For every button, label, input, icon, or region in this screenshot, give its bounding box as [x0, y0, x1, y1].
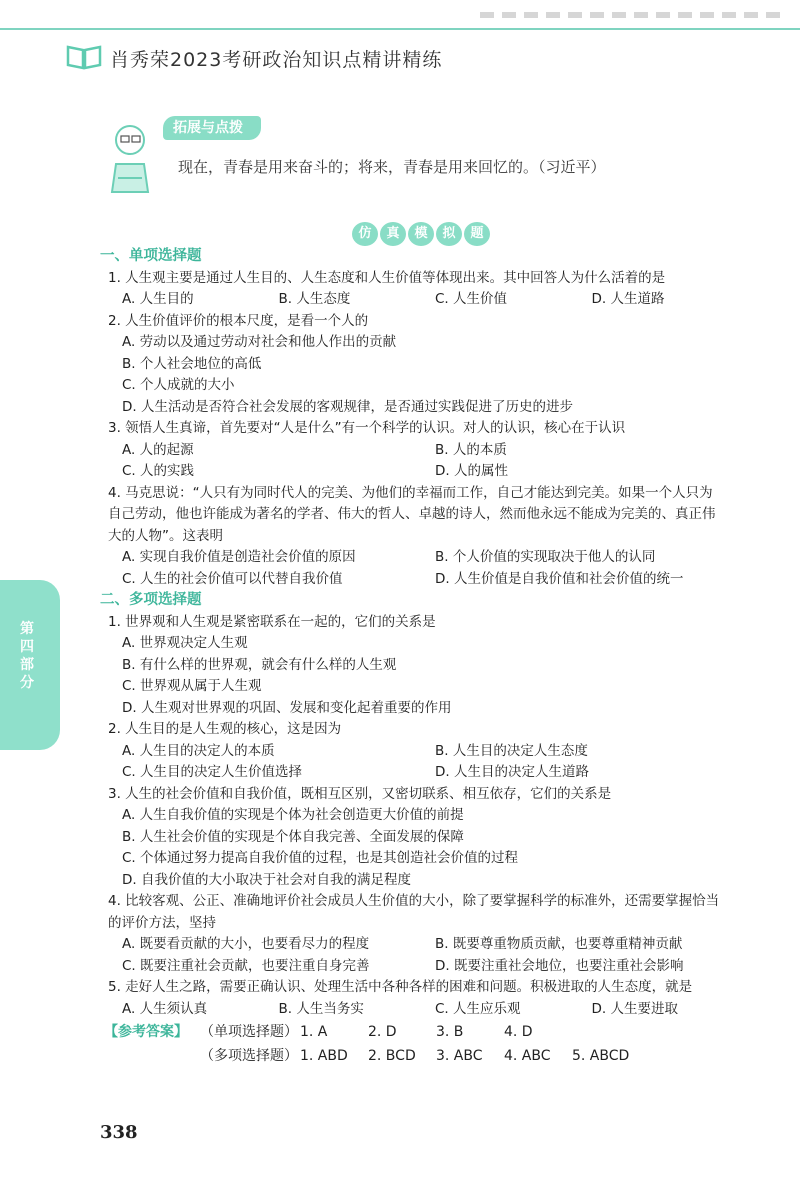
option: A. 实现自我价值是创造社会价值的原因	[122, 549, 356, 565]
quiz-badge-char: 仿	[352, 222, 378, 246]
answer-item: 1. ABD	[300, 1048, 348, 1064]
option: C. 人生价值	[435, 291, 508, 307]
option: D. 人的属性	[435, 463, 508, 479]
quiz-badge-char: 模	[408, 222, 434, 246]
question-stem: 2. 人生目的是人生观的核心，这是因为	[108, 721, 342, 737]
option: C. 个人成就的大小	[122, 377, 235, 393]
question-stem: 3. 人生的社会价值和自我价值，既相互区别，又密切联系、相互依存，它们的关系是	[108, 785, 612, 802]
option-row	[108, 289, 748, 311]
option: B. 既要尊重物质贡献，也要尊重精神贡献	[435, 936, 683, 952]
option-row	[108, 999, 748, 1021]
option: C. 个体通过努力提高自我价值的过程，也是其创造社会价值的过程	[122, 850, 519, 866]
option: D. 自我价值的大小取决于社会对自我的满足程度	[122, 871, 411, 888]
option: D. 既要注重社会地位，也要注重社会影响	[435, 957, 684, 974]
question-stem-line: 的评价方法，坚持	[108, 914, 216, 931]
option: A. 人生目的	[122, 291, 194, 307]
side-tab-label: 第四部分	[20, 621, 34, 691]
question-stem: 4. 比较客观、公正、准确地评价社会成员人生价值的大小，除了要掌握科学的标准外，还需要掌握恰当	[108, 893, 720, 909]
question-stem: 1. 人生观主要是通过人生目的、人生态度和人生价值等体现出来。其中回答人为什么活着的是	[108, 269, 666, 286]
extension-tag: 拓展与点拨	[163, 116, 261, 140]
option-row	[108, 569, 748, 591]
question-stem-line: 自己劳动，他也许能成为著名的学者、伟大的哲人、卓越的诗人，然而他永远不能成为完美的、真正伟	[108, 506, 716, 522]
answer-item: 2. BCD	[368, 1048, 416, 1064]
quiz-badge-char: 真	[380, 222, 406, 246]
single-choice-heading: 一、单项选择题	[100, 248, 202, 264]
option: A. 人生自我价值的实现是个体为社会创造更大价值的前提	[122, 807, 464, 823]
question-stem: 3. 领悟人生真谛，首先要对“人是什么”有一个科学的认识。对人的认识，核心在于认识	[108, 420, 626, 436]
person-illustration-icon	[104, 120, 160, 194]
multi-choice-heading: 二、多项选择题	[100, 592, 202, 608]
quote-text: 现在，青春是用来奋斗的；将来，青春是用来回忆的。（习近平）	[178, 158, 606, 176]
answer-item: 5. ABCD	[572, 1048, 630, 1064]
answer-key-label: 【参考答案】	[104, 1024, 188, 1040]
quiz-badge	[352, 222, 490, 246]
option: C. 人生目的决定人生价值选择	[122, 764, 303, 780]
option: B. 人生态度	[278, 291, 351, 307]
quiz-badge-char: 题	[464, 222, 490, 246]
option: B. 人生当务实	[278, 1000, 364, 1017]
question-list	[100, 246, 748, 1020]
option: C. 人生的社会价值可以代替自我价值	[122, 570, 343, 587]
answer-type-label: （多项选择题）	[200, 1048, 298, 1064]
option: C. 人的实践	[122, 463, 195, 479]
option: B. 个人价值的实现取决于他人的认同	[435, 549, 656, 565]
option-row	[108, 440, 748, 462]
option: D. 人生要进取	[591, 1000, 678, 1017]
option-row	[108, 547, 748, 569]
option: B. 人的本质	[435, 441, 507, 458]
answer-key	[104, 1020, 640, 1068]
option: D. 人生活动是否符合社会发展的客观规律，是否通过实践促进了历史的进步	[122, 398, 573, 415]
answer-type-label: （单项选择题）	[200, 1024, 298, 1040]
option: C. 既要注重社会贡献，也要注重自身完善	[122, 957, 370, 974]
answer-item: 2. D	[368, 1024, 397, 1040]
book-icon	[66, 44, 102, 70]
option: A. 劳动以及通过劳动对社会和他人作出的贡献	[122, 334, 397, 350]
page-number: 338	[100, 1122, 138, 1143]
option: D. 人生目的决定人生道路	[435, 764, 589, 780]
option: C. 人生应乐观	[435, 1000, 521, 1017]
header-title: 肖秀荣2023考研政治知识点精讲精练	[110, 49, 443, 71]
option: A. 既要看贡献的大小，也要看尽力的程度	[122, 936, 370, 952]
answer-item: 4. ABC	[504, 1048, 551, 1064]
option: B. 人生目的决定人生态度	[435, 742, 588, 759]
answer-row-multi	[104, 1044, 640, 1068]
top-decoration	[480, 12, 780, 18]
option: A. 人生须认真	[122, 1000, 208, 1017]
section-side-tab	[0, 580, 60, 750]
question-stem: 1. 世界观和人生观是紧密联系在一起的，它们的关系是	[108, 613, 436, 630]
option: A. 人的起源	[122, 441, 194, 458]
option-row	[108, 956, 748, 978]
top-rule	[0, 28, 800, 30]
option-row	[108, 934, 748, 956]
question-stem-line: 大的人物”。这表明	[108, 527, 223, 544]
answer-item: 3. B	[436, 1024, 464, 1040]
quiz-badge-char: 拟	[436, 222, 462, 246]
question-stem: 2. 人生价值评价的根本尺度，是看一个人的	[108, 312, 369, 329]
option: A. 世界观决定人生观	[122, 635, 248, 651]
answer-item: 3. ABC	[436, 1048, 483, 1064]
option-row	[108, 741, 748, 763]
option: B. 人生社会价值的实现是个体自我完善、全面发展的保障	[122, 828, 464, 845]
option: D. 人生价值是自我价值和社会价值的统一	[435, 570, 684, 587]
option: D. 人生道路	[591, 291, 665, 307]
option-row	[108, 461, 748, 483]
option: C. 世界观从属于人生观	[122, 678, 262, 694]
answer-item: 4. D	[504, 1024, 533, 1040]
answer-row-single	[104, 1020, 640, 1044]
answer-item: 1. A	[300, 1024, 328, 1040]
option: B. 有什么样的世界观，就会有什么样的人生观	[122, 656, 397, 673]
option: A. 人生目的决定人的本质	[122, 742, 275, 759]
option: B. 个人社会地位的高低	[122, 355, 262, 372]
question-stem: 5. 走好人生之路，需要正确认识、处理生活中各种各样的困难和问题。积极进取的人生态度，就是	[108, 979, 693, 995]
option: D. 人生观对世界观的巩固、发展和变化起着重要的作用	[122, 699, 452, 716]
question-stem: 4. 马克思说：“人只有为同时代人的完美、为他们的幸福而工作，自己才能达到完美。如果一个人只为	[108, 484, 713, 501]
option-row	[108, 762, 748, 784]
